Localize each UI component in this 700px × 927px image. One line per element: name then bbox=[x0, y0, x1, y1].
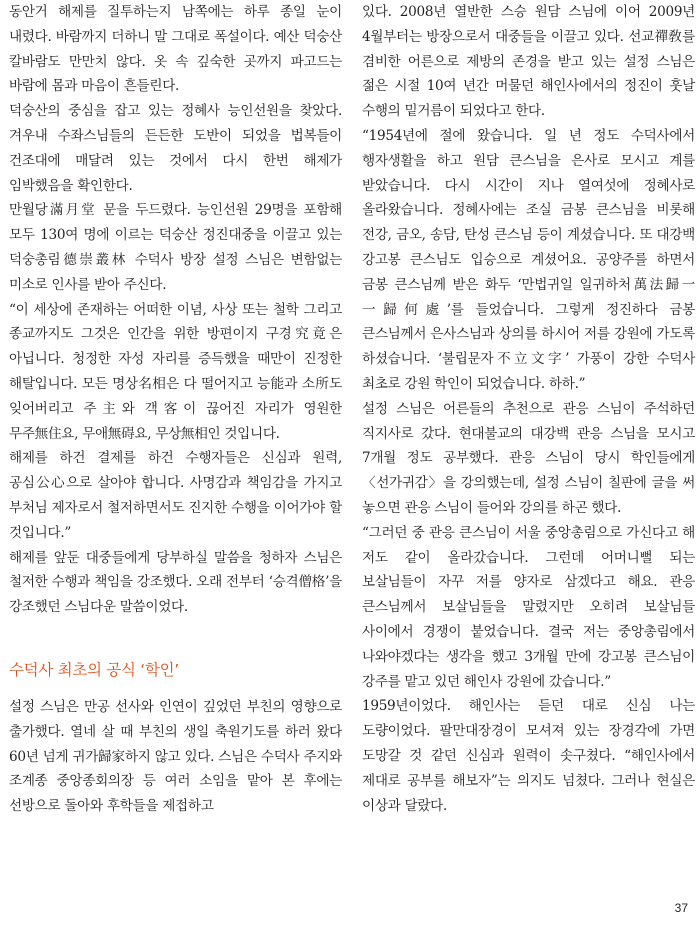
right-column bbox=[362, 0, 695, 818]
body-paragraph: 1959년이었다. 해인사는 듣던 대로 신심 나는 도량이었다. 팔만대장경이 모셔져 있는 장경각에 가면 도망갈 것 같던 신심과 원력이 솟구쳤다. “해인사에서 제대로 공부를 해보자”는 의지도 넘쳤다. 그러나 현실은 이상과 달랐다. bbox=[362, 698, 695, 814]
body-paragraph: 있다. 2008년 열반한 스승 원담 스님에 이어 2009년 4월부터는 방장으로서 대중들을 이끌고 있다. 선교禪敎를 겸비한 어른으로 제방의 존경을 받고 있는 설정 스님은 젊은 시절 10여 년간 머물던 해인사에서의 정진이 훗날 수행의 밑거름이 되었다고 한다. bbox=[362, 4, 695, 120]
body-paragraph: 동안거 해제를 질투하는지 남쪽에는 하루 종일 눈이 내렸다. 바람까지 더하니 말 그대로 폭설이다. 예산 덕숭산 칼바람도 만만치 않다. 옷 속 깊숙한 곳까지 파고드는 바람에 몸과 마음이 흔들린다. bbox=[9, 4, 342, 95]
body-paragraph: “이 세상에 존재하는 어떠한 이념, 사상 또는 철학 그리고 종교까지도 그것은 인간을 위한 방편이지 구경究竟은 아닙니다. 청정한 자성 자리를 증득했을 때만이 진정한 해탈입니다. 모든 명상名相은 다 떨어지고 능能과 소所도 잊어버리고 주主와 객客이 끊어진 자리가 영원한 무주無住요, 무애無碍요, 무상無相인 것입니다. bbox=[9, 301, 342, 442]
body-paragraph: 설정 스님은 어른들의 추천으로 관응 스님이 주석하던 직지사로 갔다. 현대불교의 대강백 관응 스님을 모시고 7개월 정도 공부했다. 관응 스님이 당시 학인들에게 〈선가귀감〉을 강의했는데, 설정 스님이 칠판에 글을 써 놓으면 관응 스님이 들어와 강의를 하곤 했다. bbox=[362, 400, 695, 516]
body-paragraph: 설정 스님은 만공 선사와 인연이 깊었던 부친의 영향으로 출가했다. 열네 살 때 부친의 생일 축원기도를 하러 왔다 60년 넘게 귀가歸家하지 않고 있다. 스님은 수덕사 주지와 조계종 중앙종회의장 등 여러 소임을 맡아 본 후에는 선방으로 돌아와 후학들을 제접하고 bbox=[9, 698, 342, 815]
body-paragraph: 만월당滿月堂 문을 두드렸다. 능인선원 29명을 포함해 모두 130여 명에 이르는 덕숭산 정진대중을 이끌고 있는 덕숭총림德崇叢林 수덕사 방장 설정 스님은 변함없는 미소로 인사를 받아 주신다. bbox=[9, 202, 342, 293]
body-paragraph: “그러던 중 관응 큰스님이 서울 중앙총림으로 가신다고 해 저도 같이 올라갔습니다. 그런데 어머니뻘 되는 보살님들이 자꾸 저를 양자로 삼겠다고 해요. 관응 큰스님께서 보살님들을 말렸지만 오히려 보살님들 사이에서 경쟁이 붙었습니다. 결국 저는 중앙총림에서 나와야겠다는 생각을 했고 3개월 만에 강고봉 큰스님이 강주를 맡고 있던 해인사 강원에 갔습니다.” bbox=[362, 524, 695, 690]
body-paragraph: 해제를 앞둔 대중들에게 당부하실 말씀을 청하자 스님은 철저한 수행과 책임을 강조했다. 오래 전부터 ‘승격僧格’을 강조했던 스님다운 말씀이었다. bbox=[9, 549, 342, 616]
body-paragraph: 덕숭산의 중심을 잡고 있는 정혜사 능인선원을 찾았다. 겨우내 수좌스님들의 든든한 도반이 되었을 법복들이 건조대에 매달려 있는 것에서 다시 한번 해제가 임박했음을 확인한다. bbox=[9, 103, 342, 194]
body-paragraph: “1954년에 절에 왔습니다. 일 년 정도 수덕사에서 행자생활을 하고 원담 큰스님을 은사로 모시고 계를 받았습니다. 다시 시간이 지나 열여섯에 정혜사로 올라왔습니다. 정혜사에는 조실 금봉 큰스님을 비롯해 전강, 금오, 송담, 탄성 큰스님 등이 계셨습니다. 또 대강백 강고봉 큰스님도 입승으로 계셨어요. 공양주를 하면서 금봉 큰스님께 받은 화두 ‘만법귀일 일귀하처萬法歸一 一歸何處’를 들었습니다. 그렇게 정진하다 금봉 큰스님께서 은사스님과 상의를 하시어 저를 강원에 가도록 하셨습니다. ‘불립문자不立文字’ 가풍이 강한 수덕사 최초로 강원 학인이 되었습니다. 하하.” bbox=[362, 127, 695, 392]
body-paragraph: 해제를 하건 결제를 하건 수행자들은 신심과 원력, 공심公心으로 살아야 합니다. 사명감과 책임감을 가지고 부처님 제자로서 철저하면서도 진지한 수행을 이어가야 할 것입니다.” bbox=[9, 450, 342, 541]
left-column bbox=[9, 0, 342, 819]
page-number: 37 bbox=[674, 901, 688, 915]
section-heading: 수덕사 최초의 공식 ‘학인’ bbox=[9, 660, 179, 679]
